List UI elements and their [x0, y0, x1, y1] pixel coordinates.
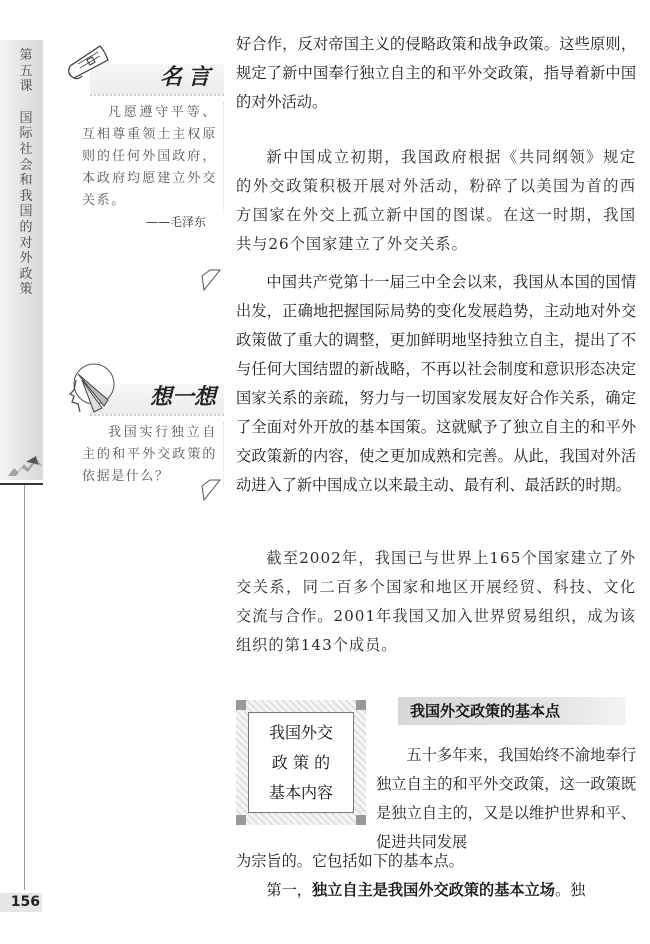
newspaper-icon: [64, 40, 114, 84]
chapter-running-head: [18, 48, 34, 298]
paragraph-4: [236, 544, 636, 660]
page-fold-icon: [200, 268, 222, 292]
point-1-prefix: 第一，: [266, 881, 312, 899]
page-fold-icon: [200, 478, 222, 502]
paragraph-text: 新中国成立初期，我国政府根据《共同纲领》规定的外交政策积极开展对外活动，粉碎了以美国为首的西方国家在外交上孤立新中国的图谋。在这一时期，我国共与26个国家建立了外交关系。: [236, 148, 636, 253]
think-note: [64, 360, 224, 488]
page-number: 156: [0, 893, 42, 912]
section-intro: 五十多年来，我国始终不渝地奉行独立自主的和平外交政策，这一政策既是独立自主的，又是以维护世界和平、促进共同发展: [376, 746, 636, 851]
point-1: [236, 876, 636, 905]
chapter-number: 第五课: [19, 48, 33, 95]
thinking-head-icon: [64, 360, 118, 416]
point-1-suffix: 。独: [554, 881, 586, 899]
quote-attribution: ——毛泽东: [145, 215, 206, 229]
point-1-emphasis: 独立自主是我国外交政策的基本立场: [311, 881, 555, 899]
quote-text: 凡愿遵守平等、互相尊重领土主权原则的任何外国政府，本政府均愿建立外交关系。: [64, 102, 224, 212]
paragraph-3: [236, 268, 636, 500]
quote-note-title: 名言: [159, 65, 216, 90]
paragraph-text: 中国共产党第十一届三中全会以来，我国从本国的国情出发，正确地把握国际局势的变化发展趋势，主动地对外交政策做了重大的调整，更加鲜明地坚持独立自主，提出了不与任何大国结盟的新战略，不再以社会制度和意识形态决定国家关系的亲疏，努力与一切国家发展友好合作关系，确定了全面对外开放的基本国策。这就赋予了独立自主的和平外交政策新的内容，使之更加成熟和完善。从此，我国对外活动进入了新中国成立以来最主动、最有利、最活跃的时期。: [236, 273, 636, 494]
think-note-title: 想一想: [149, 385, 216, 410]
paragraph-2: [236, 143, 636, 259]
quote-note: [64, 40, 224, 232]
think-note-header: [64, 360, 224, 412]
chapter-title: 国际社会和我国的对外政策: [19, 110, 33, 298]
section-topic-box: [236, 700, 366, 825]
topic-box-line: 我国外交: [268, 722, 333, 742]
topic-box-line: 政 策 的: [271, 752, 331, 772]
section-intro-continued: 为宗旨的。它包括如下的基本点。: [236, 852, 464, 870]
decorative-flag-icon: [4, 450, 46, 480]
section-heading: 我国外交政策的基本点: [398, 697, 626, 725]
divider-rule: [0, 483, 43, 485]
topic-box-line: 基本内容: [268, 782, 333, 802]
paragraph-text: 好合作，反对帝国主义的侵略政策和战争政策。这些原则，规定了新中国奉行独立自主的和平外交政策，指导着新中国的对外活动。: [236, 35, 636, 111]
margin-rule: [24, 485, 25, 890]
think-question: 我国实行独立自主的和平外交政策的依据是什么？: [64, 422, 224, 488]
paragraph-text: 截至2002年，我国已与世界上165个国家建立了外交关系，同二百多个国家和地区开展经贸、科技、文化交流与合作。2001年我国又加入世界贸易组织，成为该组织的第143个成员。: [236, 549, 636, 654]
paragraph-1: [236, 30, 636, 117]
quote-note-header: [64, 40, 224, 92]
section-intro-wrapped: [376, 741, 636, 857]
